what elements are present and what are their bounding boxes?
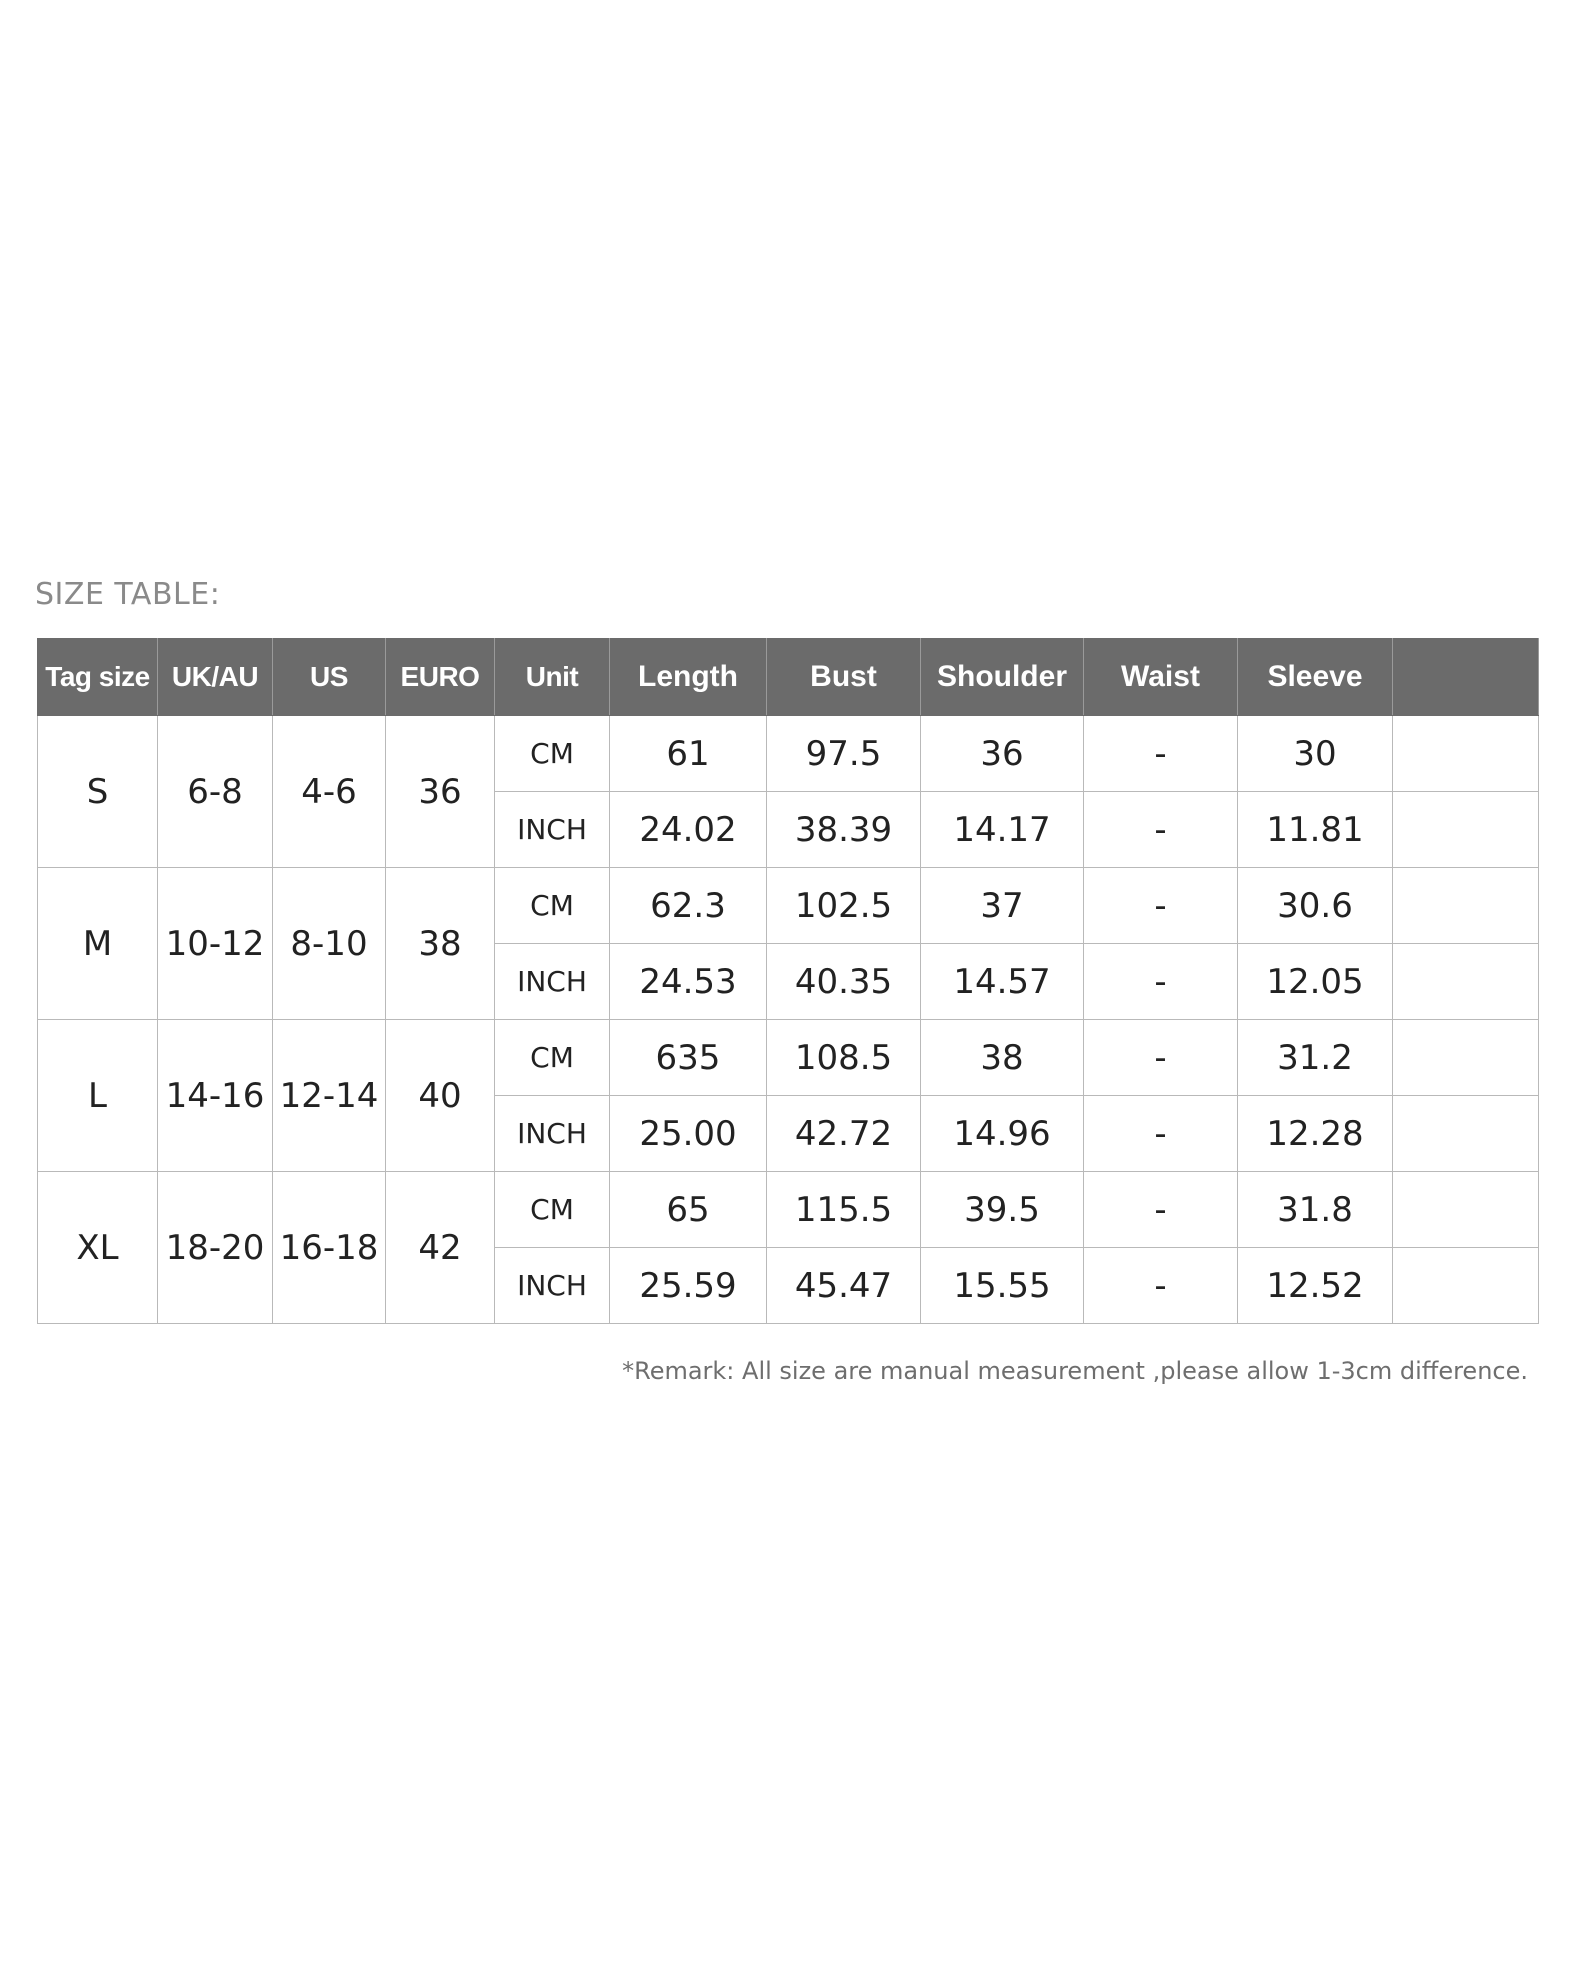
bust-cell: 38.39: [767, 792, 921, 868]
size-table: [37, 638, 1539, 1324]
length-cell: 25.00: [610, 1096, 767, 1172]
sleeve-cell: 30.6: [1238, 868, 1393, 944]
unit-cell: CM: [495, 1020, 610, 1096]
waist-cell: -: [1084, 1172, 1238, 1248]
uk-au-cell: 18-20: [158, 1172, 273, 1324]
sleeve-cell: 31.8: [1238, 1172, 1393, 1248]
header-euro: EURO: [386, 639, 495, 716]
header-blank: [1393, 639, 1539, 716]
table-row: [38, 1020, 1539, 1096]
header-us: US: [273, 639, 386, 716]
table-row: [38, 716, 1539, 792]
bust-cell: 108.5: [767, 1020, 921, 1096]
extra-cell: [1393, 1096, 1539, 1172]
bust-cell: 97.5: [767, 716, 921, 792]
waist-cell: -: [1084, 1020, 1238, 1096]
length-cell: 24.02: [610, 792, 767, 868]
length-cell: 65: [610, 1172, 767, 1248]
header-tag-size: Tag size: [38, 639, 158, 716]
extra-cell: [1393, 1248, 1539, 1324]
bust-cell: 42.72: [767, 1096, 921, 1172]
shoulder-cell: 15.55: [921, 1248, 1084, 1324]
unit-cell: INCH: [495, 1248, 610, 1324]
shoulder-cell: 14.96: [921, 1096, 1084, 1172]
table-row: [38, 868, 1539, 944]
shoulder-cell: 14.57: [921, 944, 1084, 1020]
euro-cell: 40: [386, 1020, 495, 1172]
extra-cell: [1393, 716, 1539, 792]
waist-cell: -: [1084, 1096, 1238, 1172]
table-header: [38, 639, 1539, 716]
header-row: [38, 639, 1539, 716]
waist-cell: -: [1084, 792, 1238, 868]
header-waist: Waist: [1084, 639, 1238, 716]
bust-cell: 102.5: [767, 868, 921, 944]
unit-cell: INCH: [495, 944, 610, 1020]
extra-cell: [1393, 1020, 1539, 1096]
bust-cell: 40.35: [767, 944, 921, 1020]
sleeve-cell: 12.52: [1238, 1248, 1393, 1324]
us-cell: 4-6: [273, 716, 386, 868]
extra-cell: [1393, 1172, 1539, 1248]
length-cell: 61: [610, 716, 767, 792]
page-title: SIZE TABLE:: [35, 577, 221, 612]
header-bust: Bust: [767, 639, 921, 716]
sleeve-cell: 30: [1238, 716, 1393, 792]
tag-size-cell: L: [38, 1020, 158, 1172]
waist-cell: -: [1084, 1248, 1238, 1324]
sleeve-cell: 11.81: [1238, 792, 1393, 868]
extra-cell: [1393, 944, 1539, 1020]
sleeve-cell: 12.05: [1238, 944, 1393, 1020]
extra-cell: [1393, 868, 1539, 944]
uk-au-cell: 10-12: [158, 868, 273, 1020]
length-cell: 24.53: [610, 944, 767, 1020]
euro-cell: 36: [386, 716, 495, 868]
shoulder-cell: 39.5: [921, 1172, 1084, 1248]
length-cell: 62.3: [610, 868, 767, 944]
shoulder-cell: 36: [921, 716, 1084, 792]
unit-cell: CM: [495, 716, 610, 792]
table-row: [38, 1172, 1539, 1248]
unit-cell: CM: [495, 1172, 610, 1248]
header-sleeve: Sleeve: [1238, 639, 1393, 716]
header-shoulder: Shoulder: [921, 639, 1084, 716]
length-cell: 635: [610, 1020, 767, 1096]
unit-cell: CM: [495, 868, 610, 944]
uk-au-cell: 14-16: [158, 1020, 273, 1172]
bust-cell: 115.5: [767, 1172, 921, 1248]
sleeve-cell: 31.2: [1238, 1020, 1393, 1096]
table-body: [38, 716, 1539, 1324]
tag-size-cell: M: [38, 868, 158, 1020]
bust-cell: 45.47: [767, 1248, 921, 1324]
extra-cell: [1393, 792, 1539, 868]
header-length: Length: [610, 639, 767, 716]
remark-note: *Remark: All size are manual measurement ,please allow 1-3cm difference.: [622, 1357, 1528, 1385]
sleeve-cell: 12.28: [1238, 1096, 1393, 1172]
unit-cell: INCH: [495, 792, 610, 868]
shoulder-cell: 37: [921, 868, 1084, 944]
us-cell: 8-10: [273, 868, 386, 1020]
waist-cell: -: [1084, 944, 1238, 1020]
shoulder-cell: 38: [921, 1020, 1084, 1096]
tag-size-cell: XL: [38, 1172, 158, 1324]
waist-cell: -: [1084, 868, 1238, 944]
uk-au-cell: 6-8: [158, 716, 273, 868]
header-uk-au: UK/AU: [158, 639, 273, 716]
header-unit: Unit: [495, 639, 610, 716]
euro-cell: 38: [386, 868, 495, 1020]
length-cell: 25.59: [610, 1248, 767, 1324]
shoulder-cell: 14.17: [921, 792, 1084, 868]
us-cell: 16-18: [273, 1172, 386, 1324]
waist-cell: -: [1084, 716, 1238, 792]
tag-size-cell: S: [38, 716, 158, 868]
us-cell: 12-14: [273, 1020, 386, 1172]
unit-cell: INCH: [495, 1096, 610, 1172]
euro-cell: 42: [386, 1172, 495, 1324]
